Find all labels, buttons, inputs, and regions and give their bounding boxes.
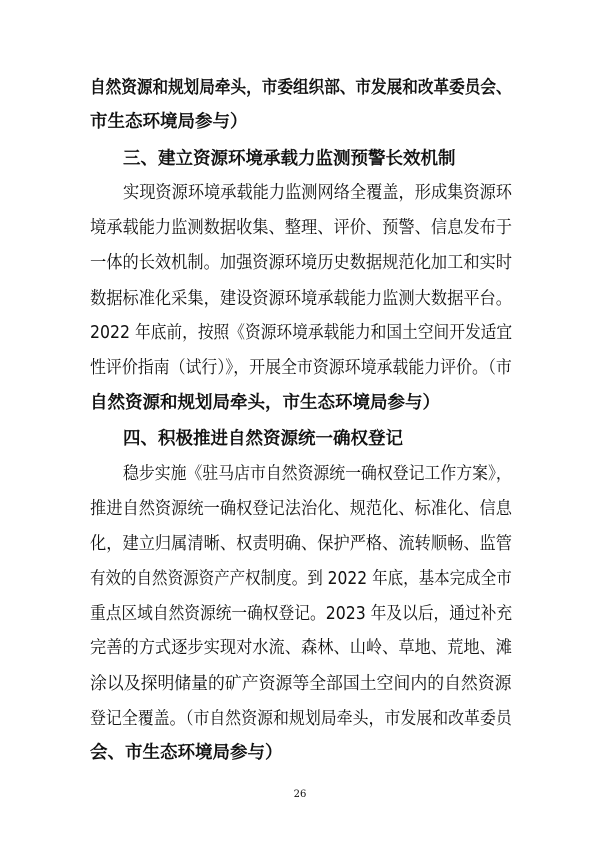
text-line-17: 完善的方式逐步实现对水流、森林、山岭、草地、荒地、滩 (90, 638, 513, 658)
text-line-1: 自然资源和规划局牵头，市委组织部、市发展和改革委员会、 (90, 78, 512, 98)
text-line-7: 数据标准化采集，建设资源环境承载能力监测大数据平台。 (90, 289, 513, 309)
text-line-12: 稳步实施《驻马店市自然资源统一确权登记工作方案》， (123, 464, 512, 484)
section-heading-3: 三、建立资源环境承载力监测预警长效机制 (123, 149, 456, 169)
text-line-10: 自然资源和规划局牵头，市生态环境局参与） (90, 393, 440, 413)
text-line-9: 性评价指南（试行）》，开展全市资源环境承载能力评价。（市 (90, 358, 512, 378)
text-line-15: 有效的自然资源资产产权制度。到 2022 年底，基本完成全市 (90, 569, 512, 589)
text-line-8: 2022 年底前，按照《资源环境承载能力和国土空间开发适宜 (90, 323, 513, 343)
text-line-5: 境承载能力监测数据收集、整理、评价、预警、信息发布于 (90, 218, 513, 238)
text-line-19: 登记全覆盖。（市自然资源和规划局牵头，市发展和改革委员 (90, 709, 512, 729)
text-line-2: 市生态环境局参与） (90, 112, 248, 132)
text-line-4: 实现资源环境承载能力监测网络全覆盖，形成集资源环 (123, 183, 513, 203)
text-line-16: 重点区域自然资源统一确权登记。2023 年及以后，通过补充 (90, 604, 513, 624)
text-line-18: 涂以及探明储量的矿产资源等全部国土空间内的自然资源 (90, 674, 512, 694)
text-line-6: 一体的长效机制。加强资源环境历史数据规范化加工和实时 (90, 253, 513, 273)
section-heading-4: 四、积极推进自然资源统一确权登记 (123, 429, 403, 449)
text-line-14: 化，建立归属清晰、权责明确、保护严格、流转顺畅、监管 (90, 534, 513, 554)
text-line-13: 推进自然资源统一确权登记法治化、规范化、标准化、信息 (90, 499, 513, 519)
text-line-20: 会、市生态环境局参与） (90, 743, 283, 763)
page-number: 26 (293, 789, 307, 800)
